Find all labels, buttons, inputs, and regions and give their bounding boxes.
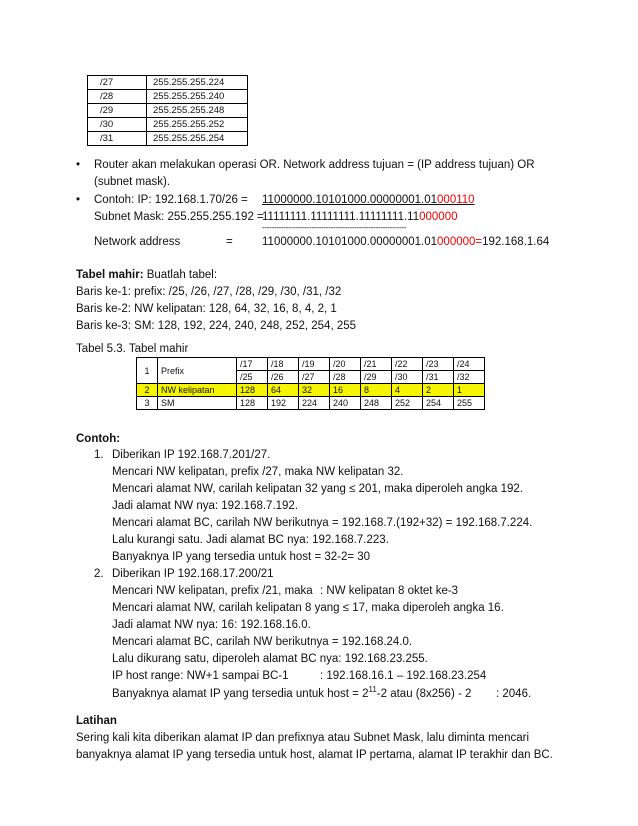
mask-table-row	[88, 76, 248, 90]
contoh-heading: Contoh:	[76, 433, 121, 445]
grid-row3-num: 3	[137, 397, 158, 410]
grid-prefix-bottom-cell: /30	[392, 371, 423, 384]
grid-row1-label: Prefix	[158, 358, 237, 384]
latihan-line2: banyaknya alamat IP yang tersedia untuk host, alamat IP pertama, alamat IP terakhir dan BC.	[76, 749, 553, 761]
grid-sm-cell: 248	[361, 397, 392, 410]
grid-prefix-bottom-cell: /25	[237, 371, 268, 384]
tabel-mahir-row1: Baris ke-1: prefix: /25, /26, /27, /28, /29, /30, /31, /32	[76, 286, 342, 298]
mask-prefix-cell: /30	[88, 118, 147, 132]
mask-prefix-cell: /29	[88, 104, 147, 118]
contoh-item2-num: 2.	[94, 568, 104, 580]
grid-sm-cell: 252	[392, 397, 423, 410]
grid-sm-cell: 255	[454, 397, 485, 410]
example-mask-label: Subnet Mask: 255.255.255.192 =	[94, 211, 264, 223]
grid-prefix-bottom-cell: /26	[268, 371, 299, 384]
grid-prefix-top-cell: /23	[423, 358, 454, 371]
latihan-line1: Sering kali kita diberikan alamat IP dan prefixnya atau Subnet Mask, lalu diminta mencari	[76, 732, 529, 744]
grid-nw-kelipatan-cell: 2	[423, 384, 454, 397]
mask-prefix-cell: /27	[88, 76, 147, 90]
contoh-item1-line: Banyaknya IP yang tersedia untuk host = 32-2= 30	[112, 551, 371, 563]
grid-nw-kelipatan-cell: 1	[454, 384, 485, 397]
grid-nw-kelipatan-cell: 32	[299, 384, 330, 397]
example-ip-label: • Contoh: IP: 192.168.1.70/26 =	[94, 194, 248, 206]
mask-table-row	[88, 104, 248, 118]
grid-sm-cell: 240	[330, 397, 361, 410]
contoh-item2-line: Mencari NW kelipatan, prefix /21, maka	[112, 585, 313, 597]
contoh-item1-line: Mencari alamat NW, carilah kelipatan 32 yang ≤ 201, maka diperoleh angka 192.	[112, 483, 523, 495]
contoh-item2-result: : 2046.	[496, 688, 532, 700]
mask-value-cell: 255.255.255.252	[147, 118, 248, 132]
bullet-or-line1: Router akan melakukan operasi OR. Network address tujuan = (IP address tujuan) OR	[94, 159, 535, 171]
contoh-item2-line: Jadi alamat NW nya: 16: 192.168.16.0.	[112, 619, 311, 631]
contoh-item1-line: Lalu kurangi satu. Jadi alamat BC nya: 192.168.7.223.	[112, 534, 389, 546]
example-separator: -------------------------------------------------------------	[262, 223, 407, 232]
contoh-item1-num: 1.	[94, 449, 104, 461]
mask-table-row	[88, 118, 248, 132]
grid-sm-cell: 128	[237, 397, 268, 410]
grid-prefix-top-cell: /22	[392, 358, 423, 371]
grid-prefix-top-cell: /24	[454, 358, 485, 371]
grid-prefix-top-cell: /18	[268, 358, 299, 371]
grid-prefix-top-cell: /21	[361, 358, 392, 371]
grid-row2-label: NW kelipatan	[158, 384, 237, 397]
grid-nw-kelipatan-cell: 8	[361, 384, 392, 397]
table-caption: Tabel 5.3. Tabel mahir	[76, 343, 189, 355]
grid-prefix-bottom-cell: /31	[423, 371, 454, 384]
mask-value-cell: 255.255.255.224	[147, 76, 248, 90]
contoh-item1-line: Diberikan IP 192.168.7.201/27.	[112, 449, 271, 461]
tabel-mahir-row3: Baris ke-3: SM: 128, 192, 224, 240, 248, 252, 254, 255	[76, 320, 357, 332]
grid-nw-kelipatan-cell: 16	[330, 384, 361, 397]
grid-sm-cell: 224	[299, 397, 330, 410]
latihan-heading: Latihan	[76, 715, 117, 727]
mask-table-row	[88, 132, 248, 146]
contoh-item2-line: : NW kelipatan 8 oktet ke-3	[320, 585, 459, 597]
contoh-item2-line: Mencari alamat BC, carilah NW berikutnya = 192.168.24.0.	[112, 636, 413, 648]
grid-prefix-bottom-cell: /28	[330, 371, 361, 384]
mask-prefix-cell: /31	[88, 132, 147, 146]
mask-value-cell: 255.255.255.248	[147, 104, 248, 118]
contoh-item1-line: Mencari alamat BC, carilah NW berikutnya = 192.168.7.(192+32) = 192.168.7.224.	[112, 517, 533, 529]
grid-nw-kelipatan-cell: 64	[268, 384, 299, 397]
mask-table-row	[88, 90, 248, 104]
subnet-mask-table	[87, 75, 248, 146]
grid-prefix-top-cell: /20	[330, 358, 361, 371]
mask-value-cell: 255.255.255.240	[147, 90, 248, 104]
bullet-or-operation	[94, 159, 535, 171]
grid-prefix-bottom-cell: /32	[454, 371, 485, 384]
example-ip-binary: 11000000.10101000.00000001.01000110	[262, 194, 475, 206]
mask-prefix-cell: /28	[88, 90, 147, 104]
contoh-item2-line: Lalu dikurang satu, diperoleh alamat BC nya: 192.168.23.255.	[112, 653, 428, 665]
contoh-item1-line: Mencari NW kelipatan, prefix /27, maka NW kelipatan 32.	[112, 466, 404, 478]
contoh-item2-line: Banyaknya alamat IP yang tersedia untuk host = $2^{11}-2$ atau (8x256) - 2	[112, 685, 472, 700]
grid-nw-kelipatan-cell: 4	[392, 384, 423, 397]
grid-prefix-top-cell: /17	[237, 358, 268, 371]
example-net-eq: =	[226, 236, 233, 248]
example-net-label: Network address	[94, 236, 181, 248]
grid-row2-num: 2	[137, 384, 158, 397]
tabel-mahir-grid	[136, 357, 485, 410]
grid-nw-kelipatan-cell: 128	[237, 384, 268, 397]
grid-row1-num: 1	[137, 358, 158, 384]
mask-value-cell: 255.255.255.254	[147, 132, 248, 146]
tabel-mahir-heading: Tabel mahir: Buatlah tabel:	[76, 269, 218, 281]
bullet-or-line2: (subnet mask).	[94, 176, 171, 188]
grid-sm-cell: 192	[268, 397, 299, 410]
grid-prefix-top-cell: /19	[299, 358, 330, 371]
contoh-item2-line: Diberikan IP 192.168.17.200/21	[112, 568, 274, 580]
example-net-binary: 11000000.10101000.00000001.01000000=192.168.1.64	[262, 236, 550, 248]
tabel-mahir-row2: Baris ke-2: NW kelipatan: 128, 64, 32, 16, 8, 4, 2, 1	[76, 303, 337, 315]
contoh-item2-line: : 192.168.16.1 – 192.168.23.254	[320, 670, 487, 682]
contoh-item2-line: Mencari alamat NW, carilah kelipatan 8 yang ≤ 17, maka diperoleh angka 16.	[112, 602, 504, 614]
grid-sm-cell: 254	[423, 397, 454, 410]
grid-row3-label: SM	[158, 397, 237, 410]
example-mask-binary: 11111111.11111111.11111111.11000000	[262, 211, 458, 223]
contoh-item1-line: Jadi alamat NW nya: 192.168.7.192.	[112, 500, 299, 512]
grid-prefix-bottom-cell: /29	[361, 371, 392, 384]
grid-prefix-bottom-cell: /27	[299, 371, 330, 384]
contoh-item2-line: IP host range: NW+1 sampai BC-1	[112, 670, 289, 682]
